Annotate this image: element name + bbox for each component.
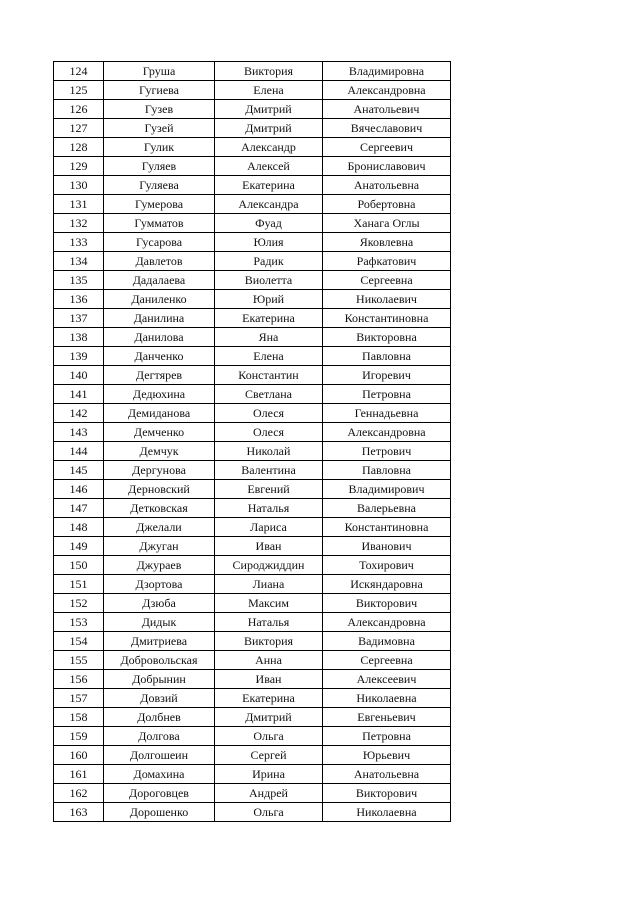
patronymic-cell: Яковлевна xyxy=(323,233,451,252)
first-name-cell: Наталья xyxy=(215,613,323,632)
last-name-cell: Дадалаева xyxy=(104,271,215,290)
row-number-cell: 128 xyxy=(54,138,104,157)
first-name-cell: Константин xyxy=(215,366,323,385)
row-number-cell: 134 xyxy=(54,252,104,271)
roster-table xyxy=(53,61,451,822)
last-name-cell: Гузев xyxy=(104,100,215,119)
table-row xyxy=(54,423,451,442)
first-name-cell: Валентина xyxy=(215,461,323,480)
row-number-cell: 162 xyxy=(54,784,104,803)
patronymic-cell: Петровна xyxy=(323,727,451,746)
first-name-cell: Ирина xyxy=(215,765,323,784)
table-row xyxy=(54,81,451,100)
first-name-cell: Александр xyxy=(215,138,323,157)
patronymic-cell: Анатольевна xyxy=(323,176,451,195)
patronymic-cell: Анатольевна xyxy=(323,765,451,784)
last-name-cell: Гузей xyxy=(104,119,215,138)
last-name-cell: Дзюба xyxy=(104,594,215,613)
table-row xyxy=(54,100,451,119)
first-name-cell: Дмитрий xyxy=(215,119,323,138)
last-name-cell: Дмитриева xyxy=(104,632,215,651)
row-number-cell: 125 xyxy=(54,81,104,100)
table-row xyxy=(54,632,451,651)
patronymic-cell: Вадимовна xyxy=(323,632,451,651)
last-name-cell: Дерновский xyxy=(104,480,215,499)
row-number-cell: 149 xyxy=(54,537,104,556)
table-row xyxy=(54,499,451,518)
patronymic-cell: Сергеевна xyxy=(323,271,451,290)
first-name-cell: Юлия xyxy=(215,233,323,252)
row-number-cell: 150 xyxy=(54,556,104,575)
first-name-cell: Елена xyxy=(215,347,323,366)
patronymic-cell: Александровна xyxy=(323,423,451,442)
first-name-cell: Дмитрий xyxy=(215,708,323,727)
patronymic-cell: Анатольевич xyxy=(323,100,451,119)
table-row xyxy=(54,290,451,309)
patronymic-cell: Александровна xyxy=(323,81,451,100)
table-row xyxy=(54,157,451,176)
last-name-cell: Гулик xyxy=(104,138,215,157)
last-name-cell: Долгошеин xyxy=(104,746,215,765)
table-row xyxy=(54,746,451,765)
table-row xyxy=(54,727,451,746)
first-name-cell: Екатерина xyxy=(215,309,323,328)
table-row xyxy=(54,556,451,575)
last-name-cell: Демчук xyxy=(104,442,215,461)
patronymic-cell: Викторович xyxy=(323,594,451,613)
first-name-cell: Светлана xyxy=(215,385,323,404)
table-row xyxy=(54,461,451,480)
row-number-cell: 148 xyxy=(54,518,104,537)
roster-table-body xyxy=(54,62,451,822)
first-name-cell: Радик xyxy=(215,252,323,271)
table-row xyxy=(54,613,451,632)
table-row xyxy=(54,347,451,366)
table-row xyxy=(54,765,451,784)
row-number-cell: 156 xyxy=(54,670,104,689)
row-number-cell: 139 xyxy=(54,347,104,366)
row-number-cell: 129 xyxy=(54,157,104,176)
patronymic-cell: Иванович xyxy=(323,537,451,556)
table-row xyxy=(54,138,451,157)
patronymic-cell: Рафкатович xyxy=(323,252,451,271)
table-row xyxy=(54,309,451,328)
table-row xyxy=(54,328,451,347)
row-number-cell: 161 xyxy=(54,765,104,784)
table-row xyxy=(54,214,451,233)
patronymic-cell: Павловна xyxy=(323,461,451,480)
patronymic-cell: Геннадьевна xyxy=(323,404,451,423)
last-name-cell: Дидык xyxy=(104,613,215,632)
table-row xyxy=(54,119,451,138)
row-number-cell: 159 xyxy=(54,727,104,746)
first-name-cell: Ольга xyxy=(215,803,323,822)
row-number-cell: 130 xyxy=(54,176,104,195)
patronymic-cell: Евгеньевич xyxy=(323,708,451,727)
table-row xyxy=(54,176,451,195)
last-name-cell: Гуляева xyxy=(104,176,215,195)
patronymic-cell: Искяндаровна xyxy=(323,575,451,594)
first-name-cell: Олеся xyxy=(215,404,323,423)
last-name-cell: Гумерова xyxy=(104,195,215,214)
patronymic-cell: Сергеевна xyxy=(323,651,451,670)
last-name-cell: Джелали xyxy=(104,518,215,537)
first-name-cell: Наталья xyxy=(215,499,323,518)
table-row xyxy=(54,670,451,689)
patronymic-cell: Валерьевна xyxy=(323,499,451,518)
last-name-cell: Долгова xyxy=(104,727,215,746)
row-number-cell: 126 xyxy=(54,100,104,119)
patronymic-cell: Владимирович xyxy=(323,480,451,499)
first-name-cell: Лариса xyxy=(215,518,323,537)
last-name-cell: Детковская xyxy=(104,499,215,518)
last-name-cell: Долбнев xyxy=(104,708,215,727)
patronymic-cell: Игоревич xyxy=(323,366,451,385)
last-name-cell: Джураев xyxy=(104,556,215,575)
row-number-cell: 140 xyxy=(54,366,104,385)
last-name-cell: Данченко xyxy=(104,347,215,366)
row-number-cell: 153 xyxy=(54,613,104,632)
first-name-cell: Сироджиддин xyxy=(215,556,323,575)
table-row xyxy=(54,62,451,81)
patronymic-cell: Петровна xyxy=(323,385,451,404)
row-number-cell: 131 xyxy=(54,195,104,214)
table-row xyxy=(54,385,451,404)
patronymic-cell: Ханага Оглы xyxy=(323,214,451,233)
table-row xyxy=(54,195,451,214)
first-name-cell: Виктория xyxy=(215,632,323,651)
last-name-cell: Демченко xyxy=(104,423,215,442)
first-name-cell: Александра xyxy=(215,195,323,214)
last-name-cell: Дергунова xyxy=(104,461,215,480)
table-row xyxy=(54,366,451,385)
patronymic-cell: Павловна xyxy=(323,347,451,366)
patronymic-cell: Николаевич xyxy=(323,290,451,309)
row-number-cell: 141 xyxy=(54,385,104,404)
row-number-cell: 160 xyxy=(54,746,104,765)
table-row xyxy=(54,271,451,290)
table-row xyxy=(54,537,451,556)
last-name-cell: Дзортова xyxy=(104,575,215,594)
last-name-cell: Демиданова xyxy=(104,404,215,423)
table-row xyxy=(54,784,451,803)
table-row xyxy=(54,575,451,594)
last-name-cell: Груша xyxy=(104,62,215,81)
patronymic-cell: Сергеевич xyxy=(323,138,451,157)
first-name-cell: Фуад xyxy=(215,214,323,233)
table-row xyxy=(54,233,451,252)
last-name-cell: Дороговцев xyxy=(104,784,215,803)
patronymic-cell: Владимировна xyxy=(323,62,451,81)
table-row xyxy=(54,518,451,537)
patronymic-cell: Николаевна xyxy=(323,689,451,708)
table-row xyxy=(54,651,451,670)
first-name-cell: Екатерина xyxy=(215,689,323,708)
first-name-cell: Алексей xyxy=(215,157,323,176)
row-number-cell: 155 xyxy=(54,651,104,670)
row-number-cell: 137 xyxy=(54,309,104,328)
table-row xyxy=(54,803,451,822)
patronymic-cell: Викторовна xyxy=(323,328,451,347)
patronymic-cell: Викторович xyxy=(323,784,451,803)
first-name-cell: Анна xyxy=(215,651,323,670)
last-name-cell: Дедюхина xyxy=(104,385,215,404)
first-name-cell: Андрей xyxy=(215,784,323,803)
patronymic-cell: Брониславович xyxy=(323,157,451,176)
row-number-cell: 163 xyxy=(54,803,104,822)
row-number-cell: 136 xyxy=(54,290,104,309)
last-name-cell: Гуляев xyxy=(104,157,215,176)
row-number-cell: 154 xyxy=(54,632,104,651)
row-number-cell: 132 xyxy=(54,214,104,233)
table-row xyxy=(54,480,451,499)
first-name-cell: Максим xyxy=(215,594,323,613)
last-name-cell: Дегтярев xyxy=(104,366,215,385)
last-name-cell: Гусарова xyxy=(104,233,215,252)
last-name-cell: Джуган xyxy=(104,537,215,556)
table-row xyxy=(54,442,451,461)
table-row xyxy=(54,594,451,613)
last-name-cell: Добрынин xyxy=(104,670,215,689)
patronymic-cell: Александровна xyxy=(323,613,451,632)
patronymic-cell: Юрьевич xyxy=(323,746,451,765)
row-number-cell: 145 xyxy=(54,461,104,480)
row-number-cell: 127 xyxy=(54,119,104,138)
table-row xyxy=(54,689,451,708)
row-number-cell: 135 xyxy=(54,271,104,290)
table-row xyxy=(54,404,451,423)
first-name-cell: Яна xyxy=(215,328,323,347)
first-name-cell: Елена xyxy=(215,81,323,100)
last-name-cell: Добровольская xyxy=(104,651,215,670)
row-number-cell: 151 xyxy=(54,575,104,594)
table-row xyxy=(54,708,451,727)
patronymic-cell: Алексеевич xyxy=(323,670,451,689)
first-name-cell: Ольга xyxy=(215,727,323,746)
row-number-cell: 124 xyxy=(54,62,104,81)
last-name-cell: Гугиева xyxy=(104,81,215,100)
first-name-cell: Лиана xyxy=(215,575,323,594)
row-number-cell: 157 xyxy=(54,689,104,708)
row-number-cell: 143 xyxy=(54,423,104,442)
row-number-cell: 138 xyxy=(54,328,104,347)
patronymic-cell: Петрович xyxy=(323,442,451,461)
first-name-cell: Иван xyxy=(215,537,323,556)
patronymic-cell: Тохирович xyxy=(323,556,451,575)
first-name-cell: Виктория xyxy=(215,62,323,81)
first-name-cell: Иван xyxy=(215,670,323,689)
first-name-cell: Виолетта xyxy=(215,271,323,290)
patronymic-cell: Робертовна xyxy=(323,195,451,214)
row-number-cell: 142 xyxy=(54,404,104,423)
first-name-cell: Юрий xyxy=(215,290,323,309)
first-name-cell: Евгений xyxy=(215,480,323,499)
last-name-cell: Данилова xyxy=(104,328,215,347)
last-name-cell: Даниленко xyxy=(104,290,215,309)
row-number-cell: 158 xyxy=(54,708,104,727)
patronymic-cell: Константиновна xyxy=(323,309,451,328)
last-name-cell: Гумматов xyxy=(104,214,215,233)
last-name-cell: Домахина xyxy=(104,765,215,784)
last-name-cell: Данилина xyxy=(104,309,215,328)
row-number-cell: 152 xyxy=(54,594,104,613)
first-name-cell: Олеся xyxy=(215,423,323,442)
first-name-cell: Екатерина xyxy=(215,176,323,195)
last-name-cell: Давлетов xyxy=(104,252,215,271)
row-number-cell: 147 xyxy=(54,499,104,518)
row-number-cell: 144 xyxy=(54,442,104,461)
patronymic-cell: Вячеславович xyxy=(323,119,451,138)
row-number-cell: 133 xyxy=(54,233,104,252)
first-name-cell: Дмитрий xyxy=(215,100,323,119)
last-name-cell: Довзий xyxy=(104,689,215,708)
first-name-cell: Сергей xyxy=(215,746,323,765)
first-name-cell: Николай xyxy=(215,442,323,461)
patronymic-cell: Константиновна xyxy=(323,518,451,537)
last-name-cell: Дорошенко xyxy=(104,803,215,822)
patronymic-cell: Николаевна xyxy=(323,803,451,822)
row-number-cell: 146 xyxy=(54,480,104,499)
table-row xyxy=(54,252,451,271)
